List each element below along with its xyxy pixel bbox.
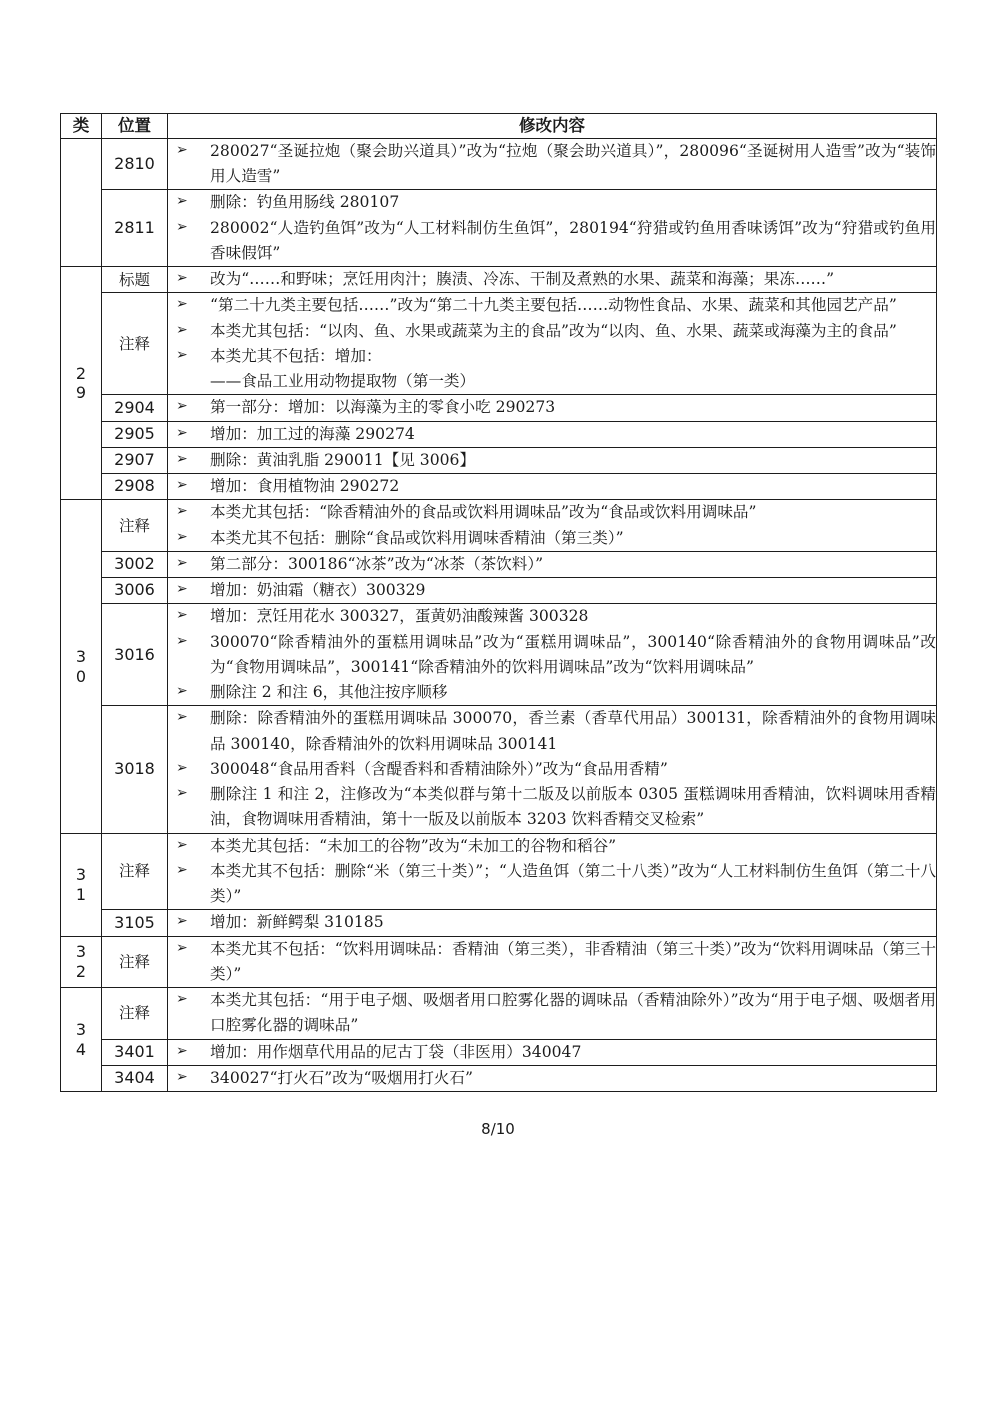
bullet-arrow-icon: ➢ (176, 477, 188, 494)
class-digit: 0 (75, 666, 87, 686)
bullet-arrow-icon: ➢ (176, 683, 188, 700)
table-row (61, 474, 937, 500)
table-row (61, 293, 937, 395)
bullet-arrow-icon: ➢ (176, 528, 188, 545)
position-cell: 2907 (102, 447, 168, 473)
change-item-text: 第二部分：300186“冰茶”改为“冰茶（茶饮料）” (210, 554, 544, 573)
change-item-text: 本类尤其不包括：“饮料用调味品：香精油（第三类），非香精油（第三十类）”改为“饮料用调味品（第三十类）” (210, 939, 936, 983)
content-cell (168, 421, 937, 447)
table-row (61, 500, 937, 552)
change-item-text: 本类尤其包括：“未加工的谷物”改为“未加工的谷物和稻谷” (210, 836, 617, 855)
change-list (168, 834, 936, 910)
content-cell (168, 604, 937, 706)
class-digit: 3 (75, 942, 87, 962)
change-item (168, 834, 936, 859)
change-list (168, 293, 936, 394)
position-cell: 标题 (102, 267, 168, 293)
class-digit: 9 (75, 383, 87, 403)
change-item (168, 190, 936, 215)
bullet-arrow-icon: ➢ (176, 785, 188, 802)
change-item-subtext: ——食品工业用动物提取物（第一类） (210, 372, 476, 391)
content-cell (168, 447, 937, 473)
change-list (168, 190, 936, 266)
bullet-arrow-icon: ➢ (176, 554, 188, 571)
change-list (168, 139, 936, 190)
class-cell (61, 138, 102, 266)
change-list (168, 706, 936, 832)
change-list (168, 267, 936, 292)
change-item (168, 1040, 936, 1065)
change-item (168, 448, 936, 473)
bullet-arrow-icon: ➢ (176, 607, 188, 624)
content-cell (168, 1039, 937, 1065)
content-cell (168, 474, 937, 500)
table-row (61, 833, 937, 910)
table-row (61, 578, 937, 604)
bullet-arrow-icon: ➢ (176, 581, 188, 598)
change-item (168, 578, 936, 603)
class-cell (61, 267, 102, 500)
change-item-text: 增加：新鲜鳄梨 310185 (210, 913, 384, 932)
change-item-text: 增加：食用植物油 290272 (210, 477, 400, 496)
change-item (168, 395, 936, 420)
change-item-text: 300048“食品用香料（含醍香料和香精油除外）”改为“食品用香精” (210, 759, 668, 778)
class-cell (61, 500, 102, 833)
change-item (168, 680, 936, 705)
change-item (168, 782, 936, 833)
bullet-arrow-icon: ➢ (176, 632, 188, 649)
class-cell (61, 988, 102, 1092)
content-cell (168, 578, 937, 604)
bullet-arrow-icon: ➢ (176, 836, 188, 853)
change-item-text: 删除注 1 和注 2，注修改为“本类似群与第十二版及以前版本 0305 蛋糕调味用香精油，饮料调味用香精油，食物调味用香精油，第十一版及以前版本 3203 饮料香精交叉检索” (210, 785, 936, 829)
content-cell (168, 1065, 937, 1091)
change-item (168, 500, 936, 525)
class-digit: 3 (75, 865, 87, 885)
change-item-text: 增加：烹饪用花水 300327，蛋黄奶油酸辣酱 300328 (210, 607, 589, 626)
bullet-arrow-icon: ➢ (176, 759, 188, 776)
change-list (168, 395, 936, 420)
change-item-text: 本类尤其不包括：删除“米（第三十类）”；“人造鱼饵（第二十八类）”改为“人工材料制仿生鱼饵（第二十八类）” (210, 861, 936, 906)
class-digit: 3 (75, 647, 87, 667)
change-item (168, 293, 936, 318)
change-item-text: 删除：黄油乳脂 290011【见 3006】 (210, 450, 476, 469)
header-content: 修改内容 (168, 114, 937, 139)
bullet-arrow-icon: ➢ (176, 218, 188, 235)
bullet-arrow-icon: ➢ (176, 503, 188, 520)
change-list (168, 604, 936, 705)
table-row (61, 936, 937, 988)
change-item-text: 300070“除香精油外的蛋糕用调味品”改为“蛋糕用调味品”，300140“除香精油外的食物用调味品”改为“食物用调味品”，300141“除香精油外的饮料用调味品”改为“饮料用调味品” (210, 632, 936, 676)
position-cell: 注释 (102, 833, 168, 910)
table-row (61, 988, 937, 1040)
change-item (168, 988, 936, 1039)
change-list (168, 910, 936, 935)
table-header (61, 114, 937, 139)
change-item (168, 526, 936, 551)
position-cell: 3006 (102, 578, 168, 604)
change-item-text: 本类尤其包括：“用于电子烟、吸烟者用口腔雾化器的调味品（香精油除外）”改为“用于电子烟、吸烟者用口腔雾化器的调味品” (210, 991, 936, 1035)
change-item-text: 删除：除香精油外的蛋糕用调味品 300070，香兰素（香草代用品）300131，除香精油外的食物用调味品 300140，除香精油外的饮料用调味品 300141 (210, 709, 936, 753)
table-row (61, 551, 937, 577)
bullet-arrow-icon: ➢ (176, 346, 188, 363)
change-list (168, 552, 936, 577)
change-list (168, 500, 936, 551)
table-row (61, 267, 937, 293)
change-item-text: 增加：奶油霜（糖衣）300329 (210, 581, 426, 600)
bullet-arrow-icon: ➢ (176, 1042, 188, 1059)
change-item-text: 340027“打火石”改为“吸烟用打火石” (210, 1068, 473, 1087)
table-row (61, 910, 937, 936)
table-row (61, 1039, 937, 1065)
change-item-text: 本类尤其包括：“以肉、鱼、水果或蔬菜为主的食品”改为“以肉、鱼、水果、蔬菜或海藻为主的食品” (210, 321, 897, 340)
position-cell: 2905 (102, 421, 168, 447)
content-cell (168, 395, 937, 421)
amendment-table (60, 113, 937, 1092)
content-cell (168, 500, 937, 552)
change-item (168, 422, 936, 447)
table-row (61, 706, 937, 833)
bullet-arrow-icon: ➢ (176, 296, 188, 313)
position-cell: 3401 (102, 1039, 168, 1065)
change-item-text: 增加：用作烟草代用品的尼古丁袋（非医用）340047 (210, 1042, 582, 1061)
content-cell (168, 190, 937, 267)
position-cell: 注释 (102, 936, 168, 988)
bullet-arrow-icon: ➢ (176, 709, 188, 726)
change-list (168, 474, 936, 499)
change-list (168, 578, 936, 603)
change-item-text: 改为“……和野味；烹饪用肉汁；腠渍、冷冻、干制及煮熟的水果、蔬菜和海藻；果冻……” (210, 270, 835, 289)
table-row (61, 1065, 937, 1091)
class-cell (61, 936, 102, 988)
change-item (168, 859, 936, 910)
content-cell (168, 267, 937, 293)
position-cell: 3404 (102, 1065, 168, 1091)
position-cell: 2904 (102, 395, 168, 421)
change-item-text: 删除注 2 和注 6，其他注按序顺移 (210, 683, 448, 702)
content-cell (168, 138, 937, 190)
change-item-text: 本类尤其不包括：增加： (210, 346, 382, 365)
position-cell: 3002 (102, 551, 168, 577)
change-item (168, 344, 936, 395)
class-digit: 1 (75, 884, 87, 904)
table-body (61, 138, 937, 1091)
change-list (168, 1066, 936, 1091)
bullet-arrow-icon: ➢ (176, 913, 188, 930)
change-list (168, 448, 936, 473)
header-position: 位置 (102, 114, 168, 139)
content-cell (168, 293, 937, 395)
position-cell: 注释 (102, 293, 168, 395)
change-list (168, 422, 936, 447)
content-cell (168, 910, 937, 936)
class-digit: 2 (75, 363, 87, 383)
bullet-arrow-icon: ➢ (176, 398, 188, 415)
change-item-text: “第二十九类主要包括……”改为“第二十九类主要包括……动物性食品、水果、蔬菜和其他园艺产品” (210, 296, 897, 315)
bullet-arrow-icon: ➢ (176, 193, 188, 210)
bullet-arrow-icon: ➢ (176, 861, 188, 878)
change-item (168, 706, 936, 757)
bullet-arrow-icon: ➢ (176, 939, 188, 956)
change-item-text: 第一部分：增加：以海藻为主的零食小吃 290273 (210, 398, 556, 417)
bullet-arrow-icon: ➢ (176, 991, 188, 1008)
bullet-arrow-icon: ➢ (176, 1068, 188, 1085)
position-cell: 3018 (102, 706, 168, 833)
content-cell (168, 706, 937, 833)
position-cell: 3105 (102, 910, 168, 936)
change-item (168, 630, 936, 681)
change-item-text: 本类尤其包括：“除香精油外的食品或饮料用调味品”改为“食品或饮料用调味品” (210, 503, 757, 522)
change-item (168, 216, 936, 267)
change-list (168, 937, 936, 988)
bullet-arrow-icon: ➢ (176, 141, 188, 158)
change-list (168, 1040, 936, 1065)
table-header-row (61, 114, 937, 139)
change-item-text: 280002“人造钓鱼饵”改为“人工材料制仿生鱼饵”，280194“狩猎或钓鱼用香味诱饵”改为“狩猎或钓鱼用香味假饵” (210, 218, 936, 262)
content-cell (168, 936, 937, 988)
change-item (168, 319, 936, 344)
class-cell (61, 833, 102, 936)
position-cell: 3016 (102, 604, 168, 706)
table-row (61, 395, 937, 421)
content-cell (168, 988, 937, 1040)
header-class: 类 (61, 114, 102, 139)
change-item (168, 910, 936, 935)
change-item (168, 757, 936, 782)
change-item (168, 1066, 936, 1091)
table-row (61, 190, 937, 267)
bullet-arrow-icon: ➢ (176, 321, 188, 338)
change-item-text: 增加：加工过的海藻 290274 (210, 424, 415, 443)
position-cell: 注释 (102, 500, 168, 552)
bullet-arrow-icon: ➢ (176, 270, 188, 287)
change-item-text: 本类尤其不包括：删除“食品或饮料用调味香精油（第三类）” (210, 528, 624, 547)
table-row (61, 447, 937, 473)
change-item-text: 280027“圣诞拉炮（聚会助兴道具）”改为“拉炮（聚会助兴道具）”，280096“圣诞树用人造雪”改为“装饰用人造雪” (210, 141, 936, 186)
change-list (168, 988, 936, 1039)
class-digit: 3 (75, 1020, 87, 1040)
bullet-arrow-icon: ➢ (176, 450, 188, 467)
change-item (168, 937, 936, 988)
content-cell (168, 551, 937, 577)
table-row (61, 604, 937, 706)
position-cell: 注释 (102, 988, 168, 1040)
bullet-arrow-icon: ➢ (176, 424, 188, 441)
position-cell: 2810 (102, 138, 168, 190)
class-digit: 2 (75, 961, 87, 981)
table-row (61, 421, 937, 447)
change-item (168, 552, 936, 577)
class-digit: 4 (75, 1039, 87, 1059)
change-item (168, 604, 936, 629)
change-item (168, 474, 936, 499)
change-item-text: 删除：钓鱼用肠线 280107 (210, 193, 400, 212)
content-cell (168, 833, 937, 910)
page-footer: 8/10 (481, 1120, 515, 1139)
change-item (168, 267, 936, 292)
change-item (168, 139, 936, 190)
position-cell: 2811 (102, 190, 168, 267)
position-cell: 2908 (102, 474, 168, 500)
table-row (61, 138, 937, 190)
